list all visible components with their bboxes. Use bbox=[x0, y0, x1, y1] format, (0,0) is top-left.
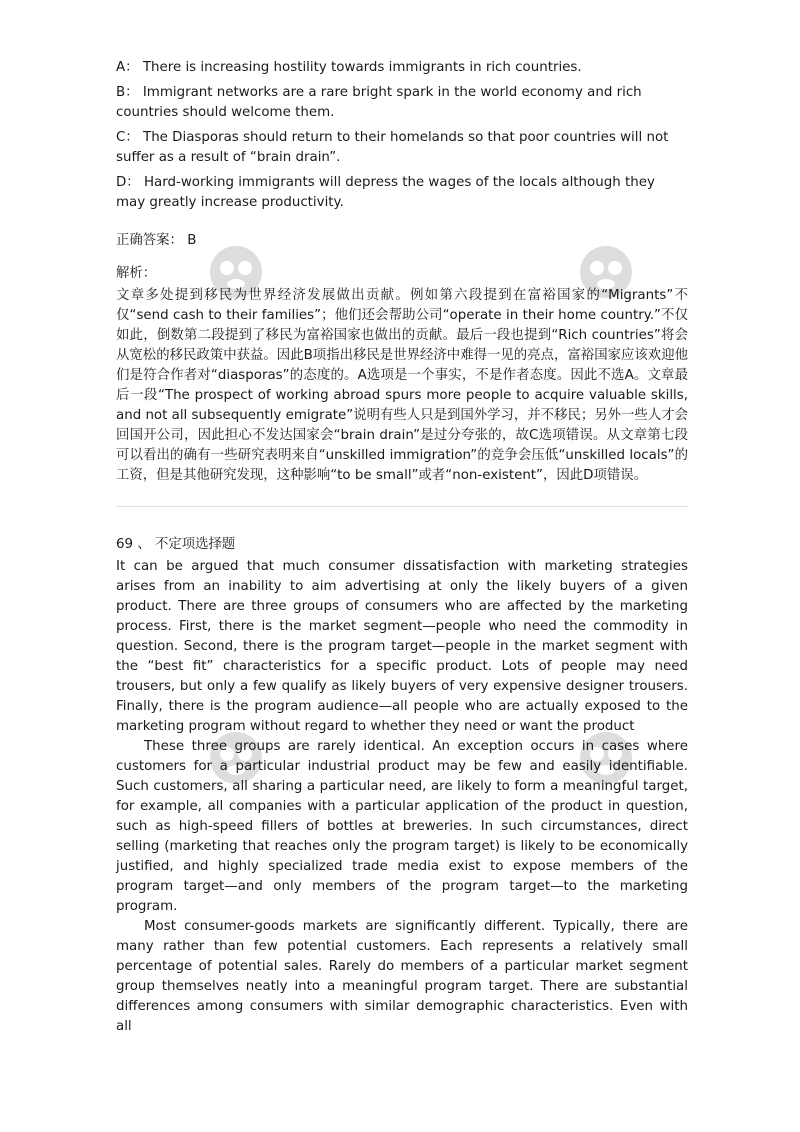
passage-paragraph-3: Most consumer-goods markets are significantly different. Typically, there are many rather than few potential customers. Each represents a relatively small percentage of potential sales. Rarely do members of a particular market segment group themselves neatly into a meaningful program target. There are substantial differences among consumers with similar demographic characteristics. Even with all bbox=[116, 919, 688, 1034]
question-separator: 、 bbox=[137, 537, 151, 552]
question-type: 不定项选择题 bbox=[154, 537, 236, 552]
option-c bbox=[116, 128, 688, 168]
correct-answer bbox=[116, 231, 688, 251]
document-page bbox=[116, 58, 688, 1037]
answer-value: B bbox=[187, 233, 197, 248]
option-d bbox=[116, 173, 688, 213]
option-key: D： bbox=[116, 175, 140, 190]
analysis-label: 解析： bbox=[116, 266, 157, 281]
option-b bbox=[116, 83, 688, 123]
option-text: There is increasing hostility towards immigrants in rich countries. bbox=[142, 60, 582, 75]
option-key: A： bbox=[116, 60, 139, 75]
option-key: C： bbox=[116, 130, 139, 145]
option-key: B： bbox=[116, 85, 139, 100]
section-divider bbox=[116, 506, 688, 507]
analysis-text: 文章多处提到移民为世界经济发展做出贡献。例如第六段提到在富裕国家的“Migrants”不仅“send cash to their families”；他们还会帮助公司“operate in their home country.”不仅如此，倒数第二段提到了移民为富裕国家也做出的贡献。最后一段也提到“Rich countries”将会从宽松的移民政策中获益。因此B项指出移民是世界经济中难得一见的亮点，富裕国家应该欢迎他们是符合作者对“diasporas”的态度的。A选项是一个事实，不是作者态度。因此不选A。文章最后一段“The prospect of working abroad spurs more people to acquire valuable skills, and not all subsequently emigrate”说明有些人只是到国外学习，并不移民；另外一些人才会回国开公司，因此担心不发达国家会“brain drain”是过分夸张的，故C选项错误。从文章第七段可以看出的确有一些研究表明来自“unskilled immigration”的竞争会压低“unskilled locals”的工资，但是其他研究发现，这种影响“to be small”或者“non-existent”，因此D项错误。 bbox=[116, 288, 688, 483]
passage-paragraph-2: These three groups are rarely identical. An exception occurs in cases where customers for a particular industrial product may be few and easily identifiable. Such customers, all sharing a particular need, are likely to form a meaningful target, for example, all companies with a particular application of the product in question, such as high-speed fillers of bottles at breweries. In such circumstances, direct selling (marketing that reaches only the program target) is likely to be economically justified, and highly specialized trade media exist to expose members of the program target—and only members of the program target—to the marketing program. bbox=[116, 739, 688, 914]
passage-paragraph-1: It can be argued that much consumer dissatisfaction with marketing strategies arises from an inability to aim advertising at only the likely buyers of a given product. There are three groups of consumers who are affected by the marketing process. First, there is the market segment—people who need the commodity in question. Second, there is the program target—people in the market segment with the “best fit” characteristics for a specific product. Lots of people may need trousers, but only a few qualify as likely buyers of very expensive designer trousers. Finally, there is the program audience—all people who are actually exposed to the marketing program without regard to whether they need or want the product bbox=[116, 559, 688, 734]
question-header bbox=[116, 535, 688, 555]
answer-label: 正确答案： bbox=[116, 233, 183, 248]
option-text: Hard-working immigrants will depress the wages of the locals although they may greatly increase productivity. bbox=[116, 175, 655, 210]
question-number: 69 bbox=[116, 537, 134, 552]
option-text: The Diasporas should return to their homelands so that poor countries will not suffer as a result of “brain drain”. bbox=[116, 130, 669, 165]
option-text: Immigrant networks are a rare bright spark in the world economy and rich countries should welcome them. bbox=[116, 85, 642, 120]
option-a bbox=[116, 58, 688, 78]
